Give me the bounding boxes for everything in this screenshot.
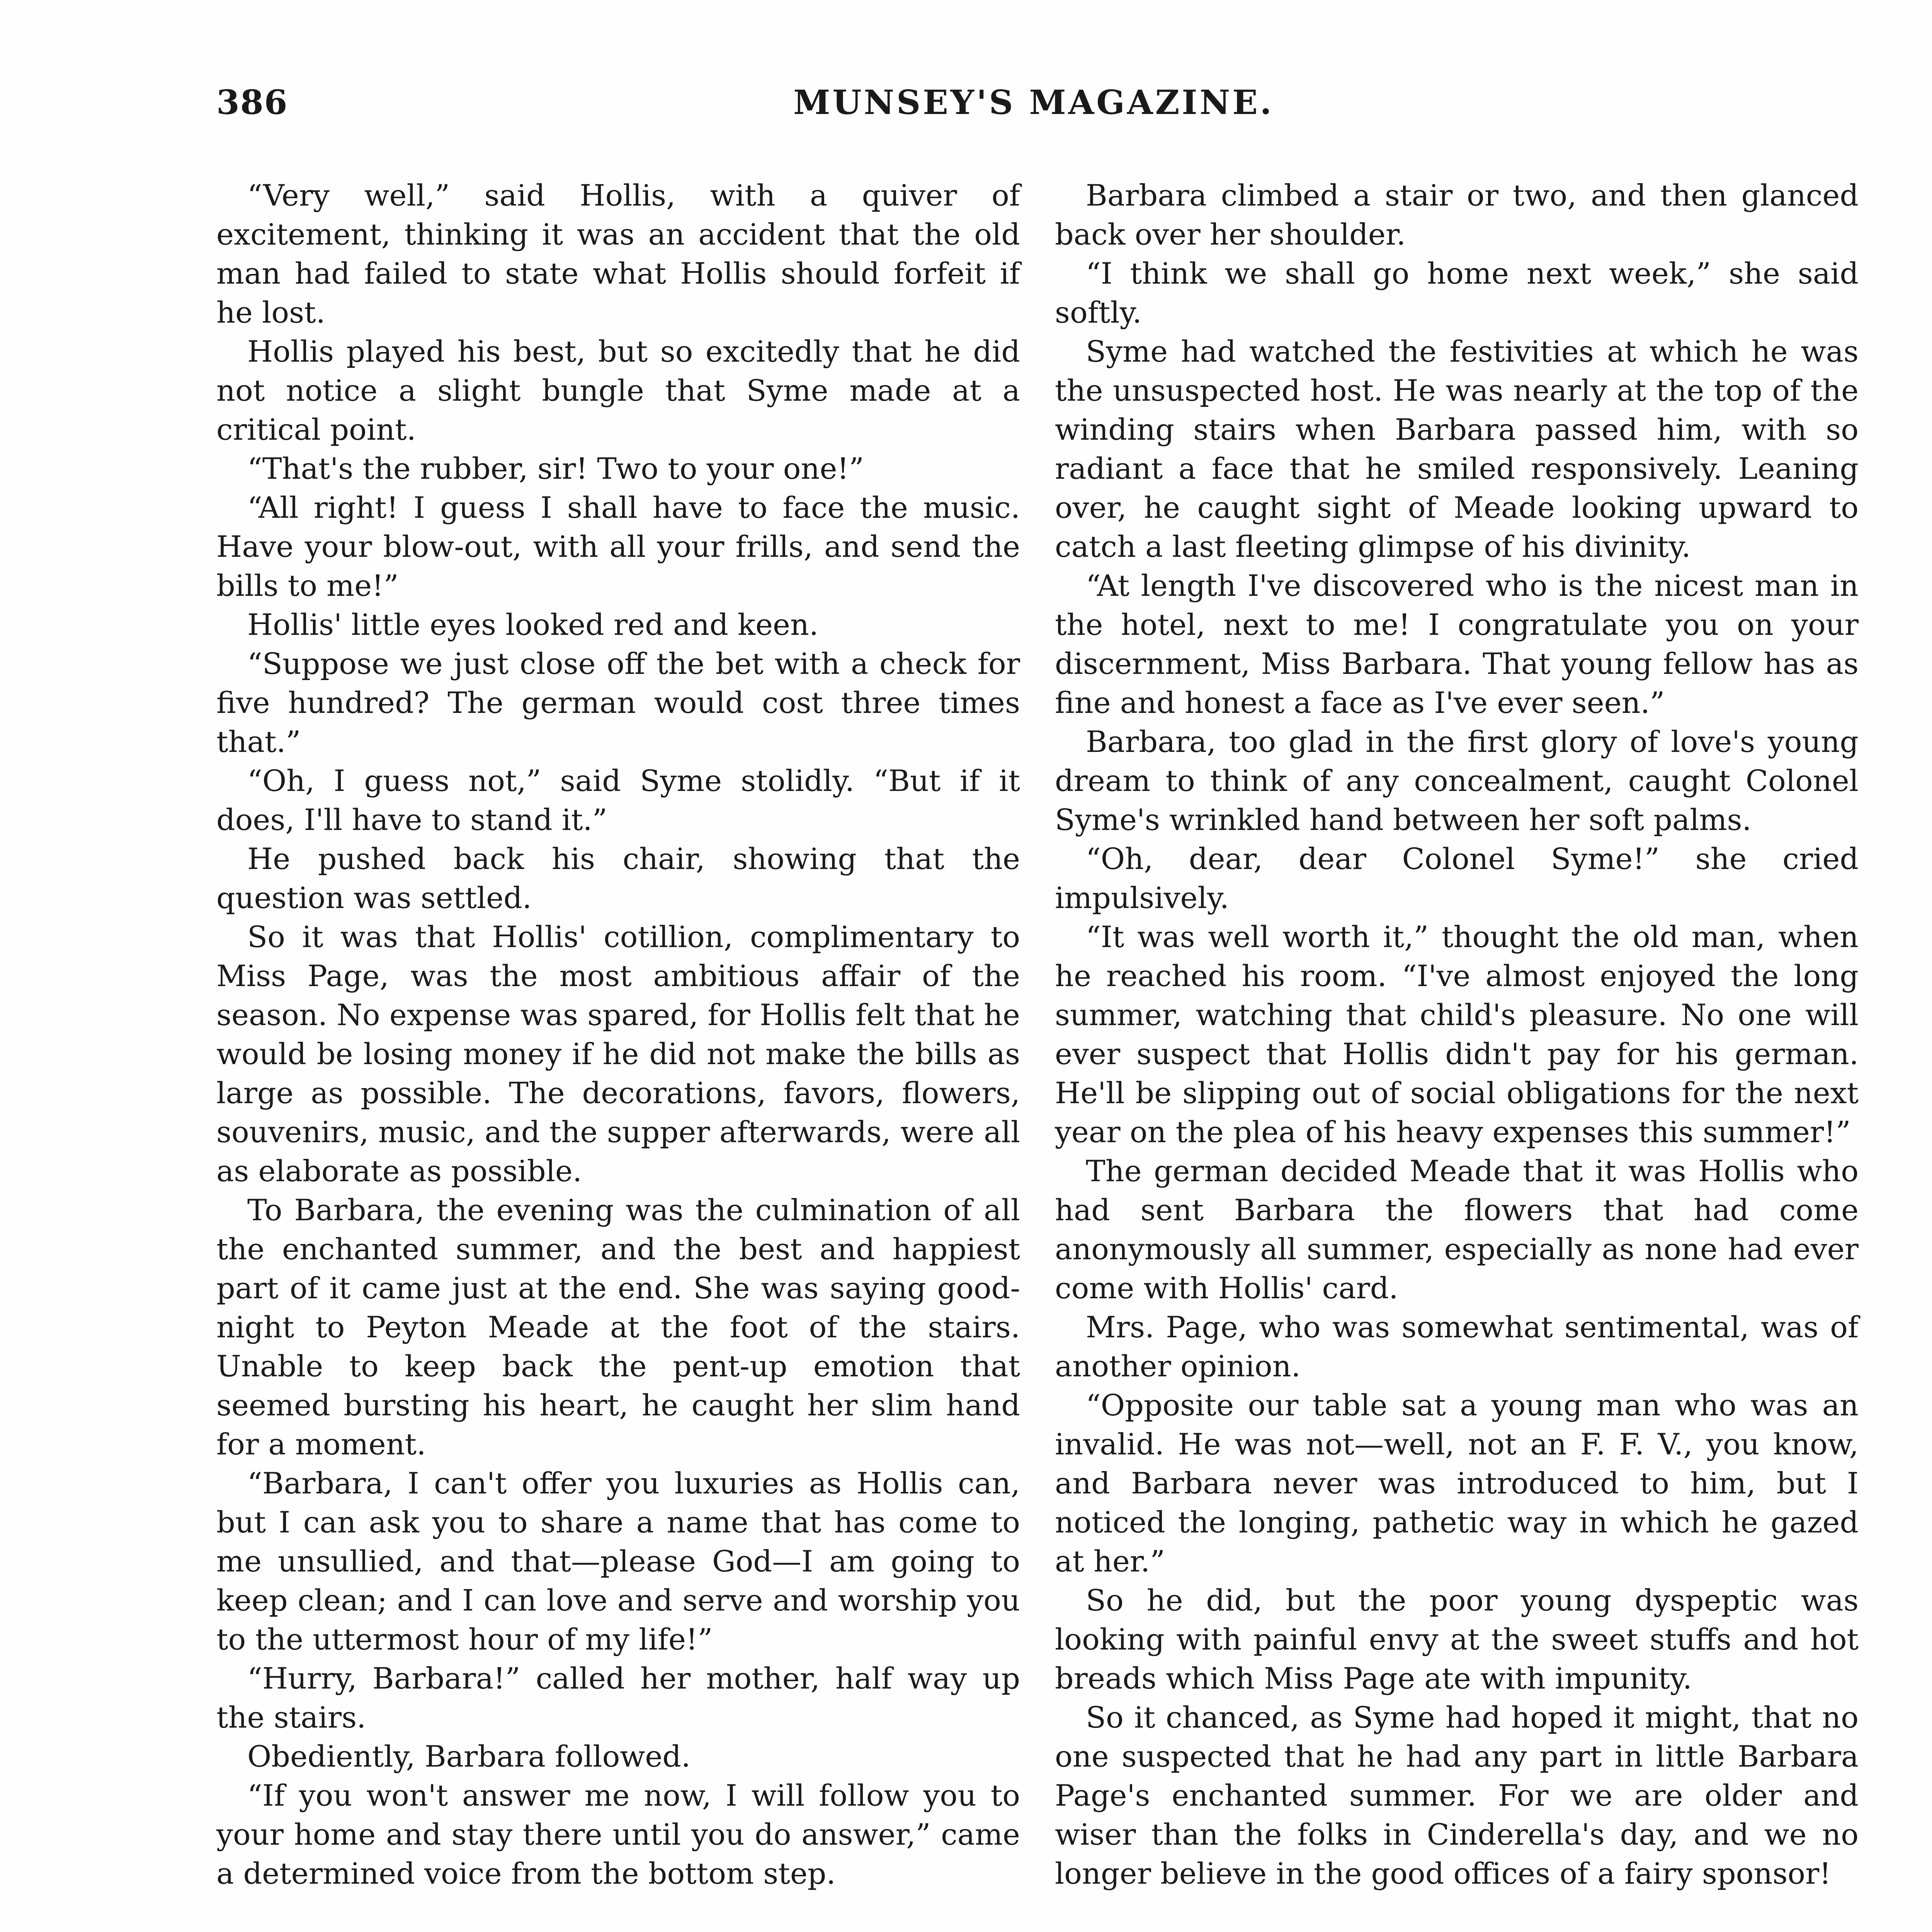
paragraph: Hollis' little eyes looked red and keen. bbox=[247, 607, 819, 642]
paragraph: “That's the rubber, sir! Two to your one!” bbox=[247, 451, 864, 486]
paragraph: “It was well worth it,” thought the old man, when he reached his room. “I've almost enjoyed the long summer, watching that child's pleasure. No one will ever suspect that Hollis didn't pay for his german. He'll be slipping out of social obligations for the next year on the plea of his heavy expenses this summer!” bbox=[1055, 920, 1859, 1149]
paragraph: He pushed back his chair, showing that the question was settled. bbox=[216, 842, 1020, 915]
paragraph: “Barbara, I can't offer you luxuries as Hollis can, but I can ask you to share a name that has come to me unsullied, and that—please God—I am going to keep clean; and I can love and serve and worship you to the uttermost hour of my life!” bbox=[216, 1466, 1020, 1656]
paragraph: Obediently, Barbara followed. bbox=[247, 1739, 691, 1774]
paragraph: So it chanced, as Syme had hoped it might, that no one suspected that he had any part in little Barbara Page's enchanted summer. For we are older and wiser than the folks in Cinderella's day, and we no longer believe in the good offices of a fairy sponsor! bbox=[1055, 1700, 1859, 1891]
paragraph: “Suppose we just close off the bet with a check for five hundred? The german would cost three times that.” bbox=[216, 646, 1020, 759]
paragraph: Barbara climbed a stair or two, and then glanced back over her shoulder. bbox=[1055, 178, 1859, 252]
running-head bbox=[216, 83, 1851, 129]
paragraph: “At length I've discovered who is the nicest man in the hotel, next to me! I congratulate you on your discernment, Miss Barbara. That young fellow has as fine and honest a face as I've ever seen.” bbox=[1055, 568, 1859, 720]
paragraph: “Oh, I guess not,” said Syme stolidly. “But if it does, I'll have to stand it.” bbox=[216, 764, 1020, 837]
paragraph: So it was that Hollis' cotillion, complimentary to Miss Page, was the most ambitious affair of the season. No expense was spared, for Hollis felt that he would be losing money if he did not make the bills as large as possible. The decorations, favors, flowers, souvenirs, music, and the supper afterwards, were all as elaborate as possible. bbox=[216, 920, 1020, 1188]
paragraph: “Oh, dear, dear Colonel Syme!” she cried impulsively. bbox=[1055, 842, 1859, 915]
paragraph: “Very well,” said Hollis, with a quiver of excitement, thinking it was an accident that the old man had failed to state what Hollis should forfeit if he lost. bbox=[216, 178, 1020, 330]
paragraph: Syme had watched the festivities at which he was the unsuspected host. He was nearly at the top of the winding stairs when Barbara passed him, with so radiant a face that he smiled responsively. Leaning over, he caught sight of Meade looking upward to catch a last fleeting glimpse of his divinity. bbox=[1055, 334, 1859, 564]
left-column bbox=[216, 176, 1020, 1893]
paragraph: “All right! I guess I shall have to face the music. Have your blow-out, with all your frills, and send the bills to me!” bbox=[216, 490, 1020, 603]
paragraph: The german decided Meade that it was Hollis who had sent Barbara the flowers that had come anonymously all summer, especially as none had ever come with Hollis' card. bbox=[1055, 1154, 1859, 1305]
paragraph: “Hurry, Barbara!” called her mother, half way up the stairs. bbox=[216, 1661, 1020, 1735]
paragraph: “Opposite our table sat a young man who was an invalid. He was not—well, not an F. F. V., you know, and Barbara never was introduced to him, but I noticed the longing, pathetic way in which he gazed at her.” bbox=[1055, 1388, 1859, 1578]
paragraph: To Barbara, the evening was the culmination of all the enchanted summer, and the best and happiest part of it came just at the end. She was saying good-night to Peyton Meade at the foot of the stairs. Unable to keep back the pent-up emotion that seemed bursting his heart, he caught her slim hand for a moment. bbox=[216, 1193, 1020, 1461]
paragraph: Mrs. Page, who was somewhat sentimental, was of another opinion. bbox=[1055, 1310, 1859, 1383]
paragraph: “If you won't answer me now, I will follow you to your home and stay there until you do answer,” came a determined voice from the bottom step. bbox=[216, 1778, 1020, 1891]
magazine-title: MUNSEY'S MAGAZINE. bbox=[793, 83, 1274, 122]
paragraph: So he did, but the poor young dyspeptic was looking with painful envy at the sweet stuffs and hot breads which Miss Page ate with impunity. bbox=[1055, 1583, 1859, 1696]
page-number: 386 bbox=[216, 83, 288, 122]
paragraph: Hollis played his best, but so excitedly that he did not notice a slight bungle that Syme made at a critical point. bbox=[216, 334, 1020, 447]
right-column bbox=[1055, 176, 1859, 1893]
paragraph: Barbara, too glad in the first glory of love's young dream to think of any concealment, caught Colonel Syme's wrinkled hand between her soft palms. bbox=[1055, 724, 1859, 837]
paragraph: “I think we shall go home next week,” she said softly. bbox=[1055, 256, 1859, 330]
